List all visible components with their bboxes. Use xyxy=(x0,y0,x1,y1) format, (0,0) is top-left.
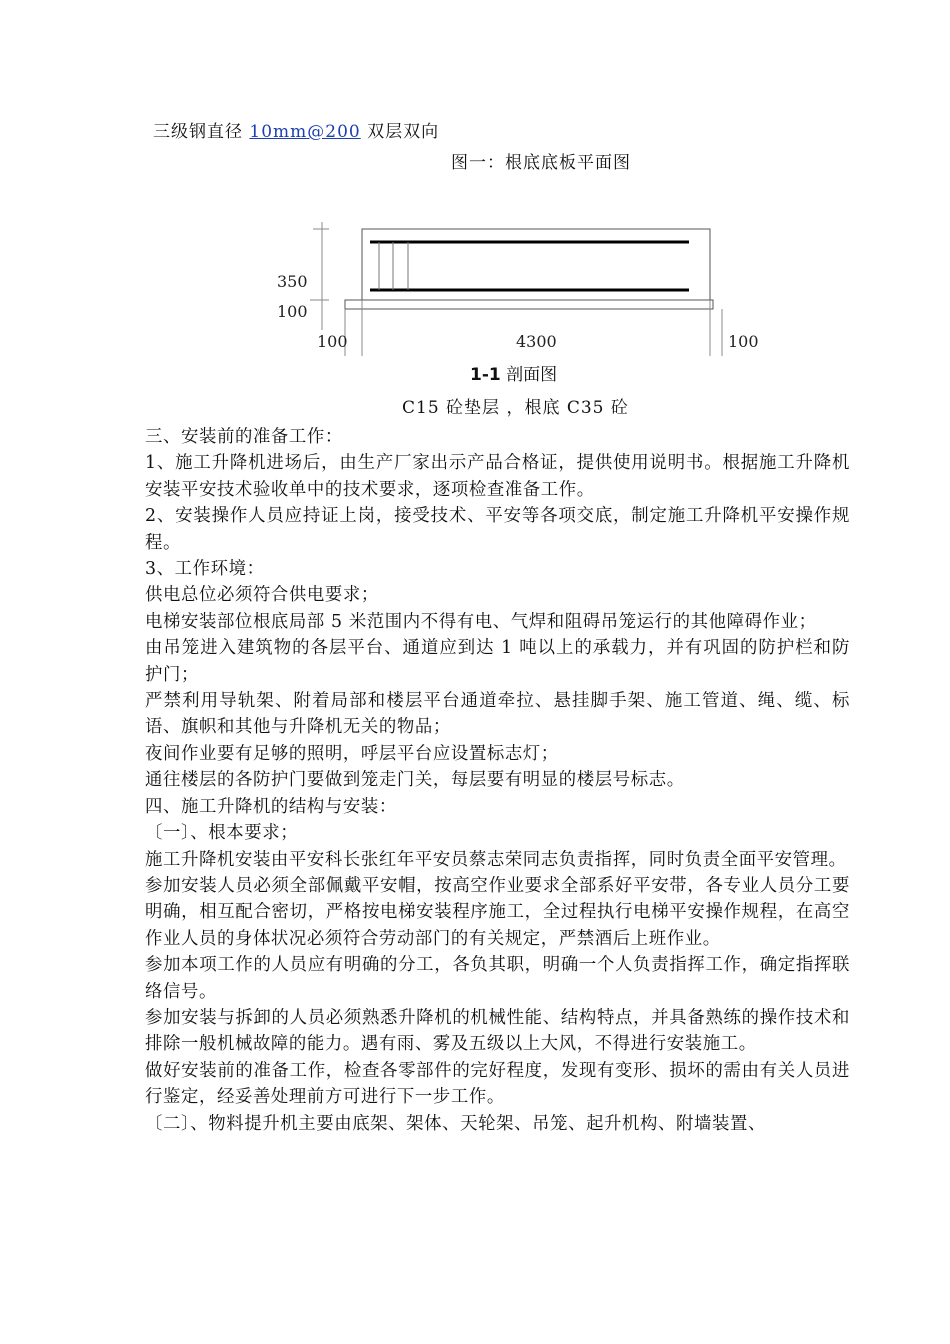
dim-left-100: 100 xyxy=(317,332,348,351)
rebar-note-prefix: 三级钢直径 xyxy=(153,122,250,142)
paragraph: 2、安装操作人员应持证上岗，接受技术、平安等各项交底，制定施工升降机平安操作规程。 xyxy=(145,506,850,553)
heading-structure-installation: 四、施工升降机的结构与安装： xyxy=(145,796,397,817)
dim-right-100: 100 xyxy=(728,332,759,351)
section-note: C15 砼垫层 ，根底 C35 砼 xyxy=(402,398,629,418)
paragraph: 参加本项工作的人员应有明确的分工，各负其职，明确一个人负责指挥工作，确定指挥联络信号。 xyxy=(145,955,850,1002)
subheading-hoist-components: 〔二〕、物料提升机主要由底架、架体、天轮架、吊笼、起升机构、附墙装置、 xyxy=(145,1113,766,1134)
paragraph: 参加安装人员必须全部佩戴平安帽，按高空作业要求全部系好平安带，各专业人员分工要明确，相互配合密切，严格按电梯安装程序施工，全过程执行电梯平安操作规程，在高空作业人员的身体状况必须符合劳动部门的有关规定，严禁酒后上班作业。 xyxy=(145,875,850,949)
body-text xyxy=(145,424,850,1137)
paragraph: 严禁利用导轨架、附着局部和楼层平台通道牵拉、悬挂脚手架、施工管道、绳、缆、标语、旗帜和其他与升降机无关的物品； xyxy=(145,691,850,738)
section-drawing xyxy=(0,0,950,400)
paragraph: 施工升降机安装由平安科长张红年平安员蔡志荣同志负责指挥，同时负责全面平安管理。 xyxy=(145,849,847,870)
dim-height-350: 350 xyxy=(277,272,308,291)
rebar-note-suffix: 双层双向 xyxy=(360,122,440,142)
dim-height-100: 100 xyxy=(277,302,308,321)
paragraph: 3、工作环境： xyxy=(145,559,265,580)
section-title xyxy=(470,360,557,385)
paragraph: 电梯安装部位根底局部 5 米范围内不得有电、气焊和阻碍吊笼运行的其他障碍作业； xyxy=(145,611,817,632)
heading-preparation: 三、安装前的准备工作： xyxy=(145,427,343,447)
paragraph: 通往楼层的各防护门要做到笼走门关，每层要有明显的楼层号标志。 xyxy=(145,770,685,791)
paragraph: 供电总位必须符合供电要求； xyxy=(145,585,379,606)
paragraph: 1、施工升降机进场后，由生产厂家出示产品合格证，提供使用说明书。根据施工升降机安装平安技术验收单中的技术要求，逐项检查准备工作。 xyxy=(145,453,850,500)
section-title-text: 剖面图 xyxy=(506,365,558,385)
subheading-basic-requirements: 〔一〕、根本要求； xyxy=(145,823,299,844)
figure1-caption: 图一：根底底板平面图 xyxy=(451,153,631,173)
rebar-spec-link[interactable]: 10mm@200 xyxy=(249,122,361,142)
paragraph: 由吊笼进入建筑物的各层平台、通道应到达 1 吨以上的承载力，并有巩固的防护栏和防护门； xyxy=(145,638,850,685)
paragraph: 参加安装与拆卸的人员必须熟悉升降机的机械性能、结构特点，并具备熟练的操作技术和排除一般机械故障的能力。遇有雨、雾及五级以上大风，不得进行安装施工。 xyxy=(145,1007,850,1055)
paragraph: 夜间作业要有足够的照明，呼层平台应设置标志灯； xyxy=(145,743,559,764)
paragraph: 做好安装前的准备工作，检查各零部件的完好程度，发现有变形、损坏的需由有关人员进行鉴定，经妥善处理前方可进行下一步工作。 xyxy=(145,1060,850,1108)
section-title-number: 1-1 xyxy=(470,365,501,385)
dim-width-4300: 4300 xyxy=(516,332,557,351)
